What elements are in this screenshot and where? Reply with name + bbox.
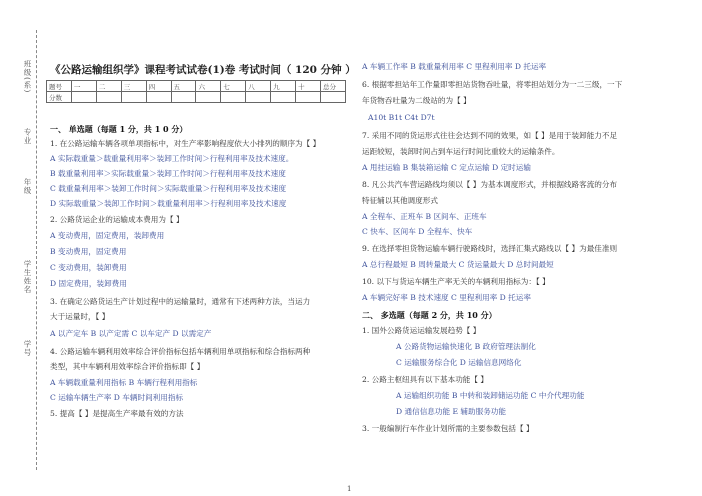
option-line: A 实际载重量＞载重量利用率＞装卸工作时间＞行程利用率及技术速度。 (50, 154, 294, 163)
option-line: D 实际载重量＞装卸工作时间＞载重量利用率＞行程利用率及技术速度 (50, 199, 287, 208)
score-table-score-row (47, 92, 346, 103)
score-cell (246, 92, 271, 103)
score-header-cell: 一 (71, 81, 96, 92)
score-cell (71, 92, 96, 103)
option-line: A 以产定车 B 以产定需 C 以车定产 D 以需定产 (50, 329, 212, 338)
option-line: A10t B1t C4t D7t (368, 113, 435, 122)
option-line: D 固定费用，装卸费用 (50, 279, 127, 288)
option-line: A 车辆载重量利用指标 B 车辆行程利用指标 (50, 378, 198, 387)
margin-label-class: 班级(系) (23, 60, 32, 94)
option-line: A 总行程最短 B 周转量最大 C 货运量最大 D 总时间最短 (362, 260, 554, 269)
question-line: 2. 公路货运企业的运输成本费用为【 】 (50, 215, 184, 224)
page-number: 1 (347, 485, 352, 493)
question-line: 类型，其中车辆利用效率综合评价指标即【 】 (50, 362, 205, 371)
question-line: 大于运量时，【 】 (50, 312, 110, 321)
question-line: 年货物吞吐量为二级站的为【 】 (362, 96, 471, 105)
binding-line (36, 30, 37, 470)
binding-margin (6, 60, 32, 480)
option-line: D 通信信息功能 E 辅助服务功能 (396, 407, 506, 416)
score-table (46, 80, 346, 103)
margin-label-grade: 年级 (23, 178, 32, 195)
score-header-cell: 二 (96, 81, 121, 92)
score-cell (196, 92, 221, 103)
option-line: B 变动费用，固定费用 (50, 247, 127, 256)
section-heading-multi-choice: 二、 多选题（每题 2 分，共 10 分） (362, 310, 497, 320)
score-row-label: 分数 (47, 92, 72, 103)
option-line: A 全程车、正班车 B 区间车、正班车 (362, 212, 487, 221)
question-line: 3. 在确定公路货运生产计划过程中的运输量时，通常有下述两种方法，当运力 (50, 297, 311, 306)
option-line: C 载重量利用率＞装卸工作时间＞实际载重量＞行程利用率及技术速度 (50, 184, 287, 193)
score-cell (121, 92, 146, 103)
question-line: 6. 根据零担站年工作量即零担站货物吞吐量，将零担站划分为一二三级，一下 (362, 80, 623, 89)
margin-label-student-name: 学生姓名 (23, 260, 32, 294)
score-header-cell: 八 (246, 81, 271, 92)
score-header-cell: 四 (146, 81, 171, 92)
score-cell (271, 92, 296, 103)
score-header-cell: 九 (271, 81, 296, 92)
question-line: 运距较短，装卸时间占到车运行时间比重较大的运输条件。 (362, 147, 560, 156)
margin-label-student-id: 学号 (23, 340, 32, 357)
question-line: 8. 凡公共汽车营运路线均须以【 】为基本调度形式，并根据线路客流的分布 (362, 180, 618, 189)
score-cell (171, 92, 196, 103)
exam-title: 《公路运输组织学》课程考试试卷(1)卷 考试时间（ 120 分钟 ） (50, 64, 356, 76)
score-header-cell: 三 (121, 81, 146, 92)
question-line: 4. 公路运输车辆利用效率综合评价指标包括车辆利用单项指标和综合指标两种 (50, 347, 311, 356)
option-line: C 变动费用，装卸费用 (50, 263, 127, 272)
score-header-cell: 五 (171, 81, 196, 92)
score-cell (221, 92, 246, 103)
score-cell (96, 92, 121, 103)
question-line: 3. 一般编制行车作业计划所需的主要参数包括【 】 (362, 424, 534, 433)
option-line: C 运输车辆生产率 D 车辆时间利用指标 (50, 393, 184, 402)
question-line: 特征辅以其他调度形式 (362, 196, 438, 205)
question-line: 1. 国外公路货运运输发展趋势【 】 (362, 326, 481, 335)
score-cell (320, 92, 345, 103)
score-header-cell: 题号 (47, 81, 72, 92)
score-header-cell: 总分 (320, 81, 345, 92)
score-header-cell: 十 (296, 81, 321, 92)
option-line: A 车辆工作率 B 载重量利用率 C 里程利用率 D 托运率 (362, 62, 547, 71)
option-line: A 运输组织功能 B 中转和装卸储运功能 C 中介代理功能 (396, 391, 585, 400)
option-line: A 公路货物运输快速化 B 政府管理法制化 (396, 342, 536, 351)
question-line: 9. 在选择零担货物运输车辆行驶路线时，选择汇集式路线以【 】为最佳准则 (362, 244, 618, 253)
score-cell (296, 92, 321, 103)
question-line: 5. 提高【 】是提高生产率最有效的方法 (50, 409, 184, 418)
question-line: 2. 公路主枢纽具有以下基本功能【 】 (362, 375, 488, 384)
score-header-cell: 七 (221, 81, 246, 92)
score-header-cell: 六 (196, 81, 221, 92)
option-line: A 甩挂运输 B 集装箱运输 C 定点运输 D 定时运输 (362, 163, 531, 172)
question-line: 7. 采用不同的货运形式往往会达到不同的效果，如【 】是用于装卸能力不足 (362, 131, 618, 140)
question-line: 1. 在公路运输车辆各项单项指标中，对生产率影响程度依大小排列的顺序为【 】 (50, 139, 321, 148)
score-cell (146, 92, 171, 103)
option-line: A 变动费用，固定费用，装卸费用 (50, 231, 165, 240)
option-line: A 车辆完好率 B 技术速度 C 里程利用率 D 托运率 (362, 293, 531, 302)
option-line: B 载重量利用率＞实际载重量＞装卸工作时间＞行程利用率及技术速度 (50, 169, 286, 178)
section-heading-single-choice: 一、 单选题（每题 1 分，共 1 0 分） (50, 124, 188, 134)
margin-label-major: 专业 (23, 128, 32, 145)
option-line: C 快车、区间车 D 全程车、快车 (362, 227, 473, 236)
score-table-header-row (47, 81, 346, 92)
question-line: 10. 以下与货运车辆生产率无关的车辆利用指标为：【 】 (362, 277, 550, 286)
option-line: C 运输服务综合化 D 运输信息网络化 (396, 358, 522, 367)
